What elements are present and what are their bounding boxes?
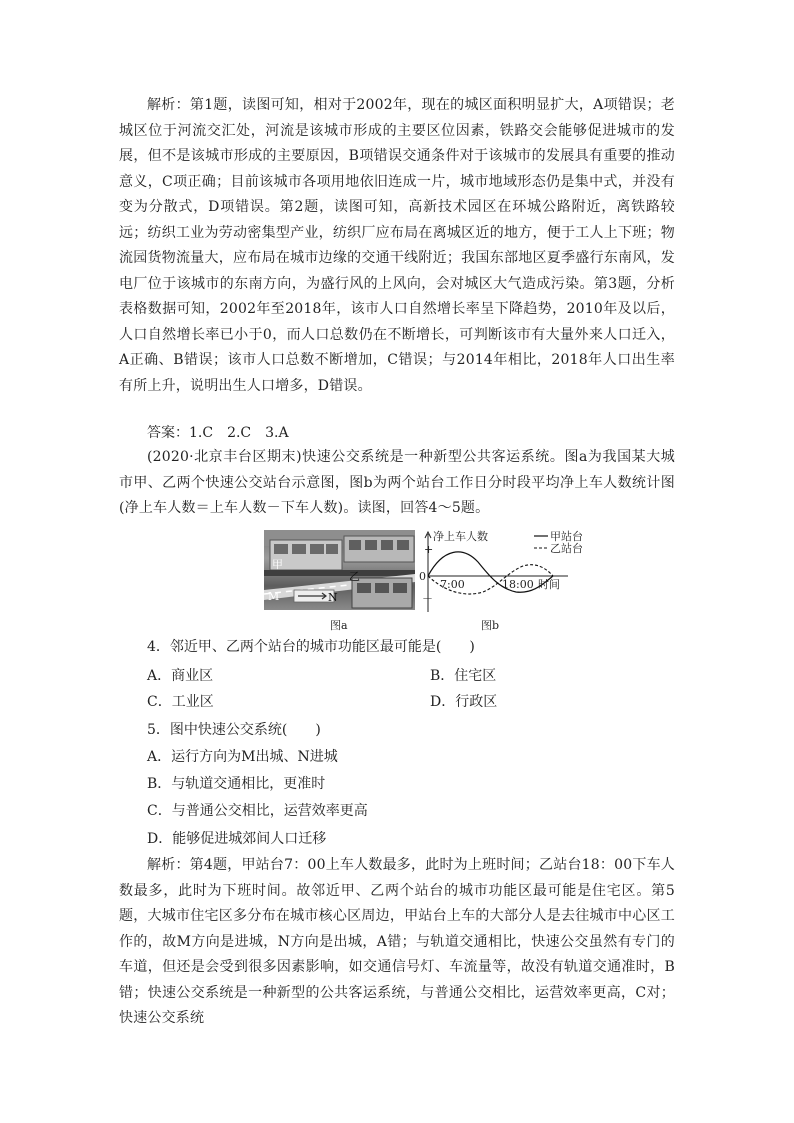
chart-minus-sign: －: [422, 592, 433, 605]
q4-option-a: A．商业区: [147, 668, 214, 684]
q4-stem: 4．邻近甲、乙两个站台的城市功能区最可能是( ): [147, 639, 475, 655]
chart-xlabel: 时间: [538, 578, 560, 591]
chart-zero-label: 0: [419, 570, 426, 583]
legend-yi-label: 乙站台: [550, 542, 583, 555]
label-n: N: [328, 591, 338, 604]
analysis-paragraph-1: 解析：第1题，读图可知，相对于2002年，现在的城区面积明显扩大，A项错误；老城区位于河流交汇处，河流是该城市形成的主要区位因素，铁路交会能够促进城市的发展，但不是该城市形成的主要原因，B项错误交通条件对于该城市的发展具有重要的推动意义，C项正确；目前该城市各项用地依旧连成一片，城市地域形态仍是集中式，并没有变为分散式，D项错误。第2题，读图可知，高新技术园区在环城公路附近，离铁路较远；纺织工业为劳动密集型产业，纺织厂应布局在离城区近的地方，便于工人上下班；物流园货物流量大，应布局在城市边缘的交通干线附近；我国东部地区夏季盛行东南风，发电厂位于该城市的东南方向，为盛行风的上风向，会对城区大气造成污染。第3题，分析表格数据可知，2002年至2018年，该市人口自然增长率呈下降趋势，2010年及以后，人口自然增长率已小于0，而人口总数仍在不断增长，可判断该市有大量外来人口迁入，A正确、B错误；该市人口总数不断增加，C错误；与2014年相比，2018年人口出生率有所上升，说明出生人口增多，D错误。: [119, 97, 675, 394]
question-intro: (2020·北京丰台区期末)快速公交系统是一种新型公共客运系统。图a为我国某大城市甲、乙两个快速公交站台示意图，图b为两个站台工作日分时段平均净上车人数统计图(净上车人数＝上车人数－下车人数)。读图，回答4～5题。: [119, 449, 675, 516]
label-m: M: [268, 590, 280, 603]
q5-option-b: B．与轨道交通相比，更准时: [147, 776, 326, 792]
q5-option-a: A．运行方向为M出城、N进城: [147, 749, 338, 765]
q5-stem: 5．图中快速公交系统( ): [147, 722, 321, 738]
chart-ylabel: 净上车人数: [433, 530, 488, 543]
figure-a-photo: [264, 530, 415, 610]
legend-jia-label: 甲站台: [550, 530, 583, 543]
label-yi: 乙: [349, 570, 360, 583]
q4-option-b: B．住宅区: [430, 668, 497, 684]
answer-line: 答案：1.C 2.C 3.A: [147, 425, 289, 441]
chart-plus-sign: +: [424, 543, 434, 556]
analysis-paragraph-2: 解析：第4题，甲站台7：00上车人数最多，此时为上班时间；乙站台18：00下车人数最多，此时为下班时间。故邻近甲、乙两个站台的城市功能区最可能是住宅区。第5题，大城市住宅区多分布在城市核心区周边，甲站台上车的大部分人是去往城市中心区工作的，故M方向是进城，N方向是出城，A错；与轨道交通相比，快速公交虽然有专门的车道，但还是会受到很多因素影响，如交通信号灯、车流量等，故没有轨道交通准时，B错；快速公交系统是一种新型的公共客运系统，与普通公交相比，运营效率更高，C对；快速公交系统: [119, 857, 675, 1026]
q5-option-d: D．能够促进城郊间人口迁移: [147, 831, 327, 847]
caption-figure-b: 图b: [481, 619, 500, 632]
chart-tick-18: 18:00: [502, 578, 534, 591]
brt-station-illustration: [264, 530, 415, 610]
caption-figure-a: 图a: [330, 619, 348, 632]
chart-tick-7: 7:00: [440, 578, 465, 591]
q4-option-d: D．行政区: [430, 694, 498, 710]
q4-option-c: C．工业区: [147, 694, 214, 710]
label-jia: 甲: [272, 558, 283, 571]
q5-option-c: C．与普通公交相比，运营效率更高: [147, 803, 368, 819]
